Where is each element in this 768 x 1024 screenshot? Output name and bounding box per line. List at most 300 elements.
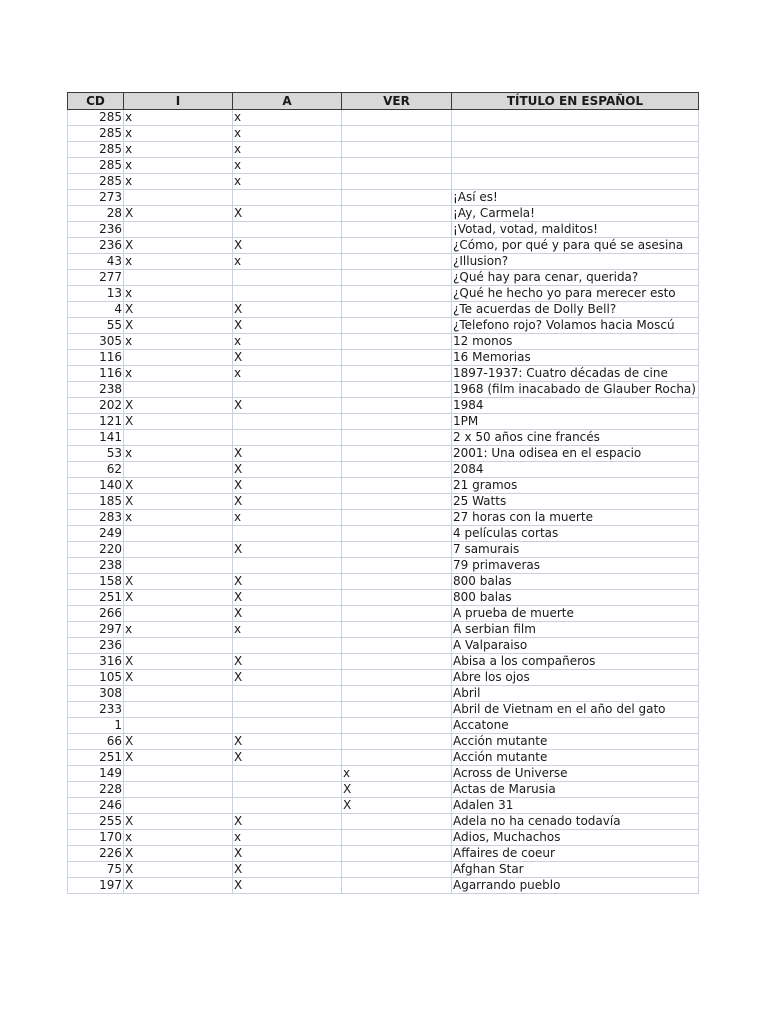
a-mark-cell bbox=[233, 638, 342, 654]
cd-cell: 43 bbox=[68, 254, 124, 270]
title-cell: ¡Ay, Carmela! bbox=[452, 206, 699, 222]
a-mark-cell: X bbox=[233, 750, 342, 766]
cd-cell: 53 bbox=[68, 446, 124, 462]
header-a: A bbox=[233, 93, 342, 110]
table-row bbox=[68, 334, 699, 350]
cd-cell: 316 bbox=[68, 654, 124, 670]
ver-mark-cell bbox=[342, 510, 452, 526]
ver-mark-cell bbox=[342, 190, 452, 206]
title-cell: 79 primaveras bbox=[452, 558, 699, 574]
table-row bbox=[68, 510, 699, 526]
table-row bbox=[68, 430, 699, 446]
table-row bbox=[68, 302, 699, 318]
cd-cell: 305 bbox=[68, 334, 124, 350]
title-cell: Adela no ha cenado todavía bbox=[452, 814, 699, 830]
table-row bbox=[68, 382, 699, 398]
i-mark-cell: X bbox=[124, 750, 233, 766]
title-cell: 2084 bbox=[452, 462, 699, 478]
a-mark-cell: x bbox=[233, 366, 342, 382]
i-mark-cell: X bbox=[124, 494, 233, 510]
table-row bbox=[68, 782, 699, 798]
title-cell: Accatone bbox=[452, 718, 699, 734]
i-mark-cell: X bbox=[124, 318, 233, 334]
ver-mark-cell: x bbox=[342, 766, 452, 782]
table-row bbox=[68, 798, 699, 814]
cd-cell: 251 bbox=[68, 590, 124, 606]
cd-cell: 1 bbox=[68, 718, 124, 734]
a-mark-cell: X bbox=[233, 590, 342, 606]
table-row bbox=[68, 734, 699, 750]
ver-mark-cell bbox=[342, 734, 452, 750]
i-mark-cell: X bbox=[124, 654, 233, 670]
a-mark-cell bbox=[233, 190, 342, 206]
a-mark-cell: X bbox=[233, 206, 342, 222]
title-cell: Agarrando pueblo bbox=[452, 878, 699, 894]
ver-mark-cell bbox=[342, 430, 452, 446]
table-row bbox=[68, 158, 699, 174]
ver-mark-cell bbox=[342, 334, 452, 350]
i-mark-cell: X bbox=[124, 670, 233, 686]
i-mark-cell bbox=[124, 606, 233, 622]
a-mark-cell: x bbox=[233, 510, 342, 526]
cd-cell: 236 bbox=[68, 638, 124, 654]
cd-cell: 277 bbox=[68, 270, 124, 286]
table-row bbox=[68, 558, 699, 574]
title-cell: A serbian film bbox=[452, 622, 699, 638]
ver-mark-cell bbox=[342, 606, 452, 622]
table-row bbox=[68, 142, 699, 158]
table-row bbox=[68, 478, 699, 494]
header-i: I bbox=[124, 93, 233, 110]
ver-mark-cell bbox=[342, 878, 452, 894]
i-mark-cell: x bbox=[124, 366, 233, 382]
a-mark-cell bbox=[233, 222, 342, 238]
title-cell: Abre los ojos bbox=[452, 670, 699, 686]
i-mark-cell bbox=[124, 766, 233, 782]
table-row bbox=[68, 126, 699, 142]
table-row bbox=[68, 606, 699, 622]
ver-mark-cell bbox=[342, 366, 452, 382]
cd-cell: 149 bbox=[68, 766, 124, 782]
table-body bbox=[68, 110, 699, 894]
table-row bbox=[68, 846, 699, 862]
ver-mark-cell bbox=[342, 158, 452, 174]
i-mark-cell: x bbox=[124, 510, 233, 526]
ver-mark-cell bbox=[342, 270, 452, 286]
i-mark-cell: x bbox=[124, 110, 233, 126]
a-mark-cell bbox=[233, 702, 342, 718]
a-mark-cell: x bbox=[233, 126, 342, 142]
cd-cell: 238 bbox=[68, 558, 124, 574]
ver-mark-cell bbox=[342, 174, 452, 190]
table-header bbox=[68, 93, 699, 110]
i-mark-cell: x bbox=[124, 142, 233, 158]
i-mark-cell: X bbox=[124, 302, 233, 318]
cd-cell: 238 bbox=[68, 382, 124, 398]
title-cell: 1968 (film inacabado de Glauber Rocha) bbox=[452, 382, 699, 398]
ver-mark-cell bbox=[342, 494, 452, 510]
i-mark-cell: X bbox=[124, 862, 233, 878]
cd-cell: 297 bbox=[68, 622, 124, 638]
i-mark-cell bbox=[124, 542, 233, 558]
a-mark-cell bbox=[233, 782, 342, 798]
cd-cell: 116 bbox=[68, 366, 124, 382]
header-row bbox=[68, 93, 699, 110]
i-mark-cell bbox=[124, 718, 233, 734]
i-mark-cell bbox=[124, 382, 233, 398]
a-mark-cell bbox=[233, 766, 342, 782]
table-row bbox=[68, 718, 699, 734]
a-mark-cell: X bbox=[233, 494, 342, 510]
ver-mark-cell bbox=[342, 398, 452, 414]
a-mark-cell: x bbox=[233, 158, 342, 174]
title-cell: Abril de Vietnam en el año del gato bbox=[452, 702, 699, 718]
ver-mark-cell bbox=[342, 110, 452, 126]
cd-cell: 249 bbox=[68, 526, 124, 542]
ver-mark-cell bbox=[342, 206, 452, 222]
title-cell: Across de Universe bbox=[452, 766, 699, 782]
ver-mark-cell bbox=[342, 414, 452, 430]
cd-cell: 185 bbox=[68, 494, 124, 510]
title-cell: Abisa a los compañeros bbox=[452, 654, 699, 670]
cd-cell: 197 bbox=[68, 878, 124, 894]
i-mark-cell: x bbox=[124, 174, 233, 190]
cd-cell: 13 bbox=[68, 286, 124, 302]
table-row bbox=[68, 862, 699, 878]
title-cell: A Valparaiso bbox=[452, 638, 699, 654]
header-title: TÍTULO EN ESPAÑOL bbox=[452, 93, 699, 110]
ver-mark-cell bbox=[342, 830, 452, 846]
i-mark-cell bbox=[124, 270, 233, 286]
table-row bbox=[68, 574, 699, 590]
a-mark-cell: X bbox=[233, 446, 342, 462]
table-row bbox=[68, 350, 699, 366]
cd-cell: 285 bbox=[68, 174, 124, 190]
i-mark-cell: X bbox=[124, 414, 233, 430]
cd-cell: 202 bbox=[68, 398, 124, 414]
title-cell bbox=[452, 110, 699, 126]
a-mark-cell: X bbox=[233, 878, 342, 894]
ver-mark-cell bbox=[342, 654, 452, 670]
table-row bbox=[68, 190, 699, 206]
title-cell: 12 monos bbox=[452, 334, 699, 350]
a-mark-cell: X bbox=[233, 846, 342, 862]
table-row bbox=[68, 462, 699, 478]
ver-mark-cell bbox=[342, 526, 452, 542]
i-mark-cell bbox=[124, 190, 233, 206]
i-mark-cell: X bbox=[124, 238, 233, 254]
a-mark-cell: X bbox=[233, 350, 342, 366]
table-row bbox=[68, 174, 699, 190]
cd-cell: 251 bbox=[68, 750, 124, 766]
i-mark-cell bbox=[124, 558, 233, 574]
a-mark-cell: X bbox=[233, 238, 342, 254]
table-row bbox=[68, 254, 699, 270]
a-mark-cell bbox=[233, 270, 342, 286]
i-mark-cell: x bbox=[124, 446, 233, 462]
a-mark-cell bbox=[233, 526, 342, 542]
cd-cell: 308 bbox=[68, 686, 124, 702]
title-cell: Acción mutante bbox=[452, 734, 699, 750]
title-cell: 7 samurais bbox=[452, 542, 699, 558]
title-cell: ¿Cómo, por qué y para qué se asesina bbox=[452, 238, 699, 254]
a-mark-cell: X bbox=[233, 542, 342, 558]
a-mark-cell bbox=[233, 414, 342, 430]
i-mark-cell bbox=[124, 782, 233, 798]
a-mark-cell: x bbox=[233, 254, 342, 270]
cd-cell: 220 bbox=[68, 542, 124, 558]
a-mark-cell: X bbox=[233, 462, 342, 478]
cd-cell: 228 bbox=[68, 782, 124, 798]
ver-mark-cell bbox=[342, 350, 452, 366]
title-cell: Acción mutante bbox=[452, 750, 699, 766]
cd-cell: 55 bbox=[68, 318, 124, 334]
i-mark-cell bbox=[124, 686, 233, 702]
title-cell: 800 balas bbox=[452, 574, 699, 590]
ver-mark-cell bbox=[342, 622, 452, 638]
title-cell: ¿Qué hay para cenar, querida? bbox=[452, 270, 699, 286]
ver-mark-cell: X bbox=[342, 798, 452, 814]
title-cell bbox=[452, 142, 699, 158]
table-row bbox=[68, 590, 699, 606]
a-mark-cell: x bbox=[233, 142, 342, 158]
title-cell: 800 balas bbox=[452, 590, 699, 606]
ver-mark-cell bbox=[342, 382, 452, 398]
cd-cell: 121 bbox=[68, 414, 124, 430]
a-mark-cell: x bbox=[233, 334, 342, 350]
i-mark-cell: X bbox=[124, 590, 233, 606]
cd-cell: 4 bbox=[68, 302, 124, 318]
table-row bbox=[68, 446, 699, 462]
cd-cell: 246 bbox=[68, 798, 124, 814]
a-mark-cell: X bbox=[233, 302, 342, 318]
ver-mark-cell bbox=[342, 590, 452, 606]
table-row bbox=[68, 878, 699, 894]
i-mark-cell: x bbox=[124, 334, 233, 350]
cd-cell: 116 bbox=[68, 350, 124, 366]
ver-mark-cell bbox=[342, 862, 452, 878]
table-row bbox=[68, 766, 699, 782]
cd-cell: 236 bbox=[68, 238, 124, 254]
ver-mark-cell bbox=[342, 846, 452, 862]
ver-mark-cell bbox=[342, 286, 452, 302]
ver-mark-cell bbox=[342, 558, 452, 574]
a-mark-cell: X bbox=[233, 670, 342, 686]
table-row bbox=[68, 206, 699, 222]
table-row bbox=[68, 494, 699, 510]
cd-cell: 226 bbox=[68, 846, 124, 862]
table-row bbox=[68, 542, 699, 558]
ver-mark-cell: X bbox=[342, 782, 452, 798]
table-row bbox=[68, 110, 699, 126]
ver-mark-cell bbox=[342, 318, 452, 334]
a-mark-cell bbox=[233, 430, 342, 446]
cd-cell: 140 bbox=[68, 478, 124, 494]
ver-mark-cell bbox=[342, 542, 452, 558]
ver-mark-cell bbox=[342, 638, 452, 654]
title-cell bbox=[452, 126, 699, 142]
i-mark-cell bbox=[124, 350, 233, 366]
i-mark-cell bbox=[124, 638, 233, 654]
a-mark-cell: X bbox=[233, 574, 342, 590]
title-cell: ¡Votad, votad, malditos! bbox=[452, 222, 699, 238]
ver-mark-cell bbox=[342, 814, 452, 830]
table-row bbox=[68, 238, 699, 254]
table-row bbox=[68, 318, 699, 334]
table-row bbox=[68, 526, 699, 542]
a-mark-cell: X bbox=[233, 398, 342, 414]
cd-cell: 28 bbox=[68, 206, 124, 222]
a-mark-cell bbox=[233, 718, 342, 734]
i-mark-cell: X bbox=[124, 814, 233, 830]
title-cell: 2 x 50 años cine francés bbox=[452, 430, 699, 446]
i-mark-cell: X bbox=[124, 878, 233, 894]
title-cell: ¿Te acuerdas de Dolly Bell? bbox=[452, 302, 699, 318]
ver-mark-cell bbox=[342, 718, 452, 734]
spreadsheet-table bbox=[67, 92, 699, 894]
i-mark-cell bbox=[124, 222, 233, 238]
i-mark-cell: X bbox=[124, 846, 233, 862]
title-cell: Affaires de coeur bbox=[452, 846, 699, 862]
table-row bbox=[68, 814, 699, 830]
cd-cell: 233 bbox=[68, 702, 124, 718]
title-cell: 27 horas con la muerte bbox=[452, 510, 699, 526]
cd-cell: 285 bbox=[68, 142, 124, 158]
cd-cell: 158 bbox=[68, 574, 124, 590]
ver-mark-cell bbox=[342, 126, 452, 142]
title-cell: Afghan Star bbox=[452, 862, 699, 878]
ver-mark-cell bbox=[342, 446, 452, 462]
table-row bbox=[68, 270, 699, 286]
ver-mark-cell bbox=[342, 254, 452, 270]
cd-cell: 266 bbox=[68, 606, 124, 622]
i-mark-cell: x bbox=[124, 830, 233, 846]
i-mark-cell: X bbox=[124, 206, 233, 222]
table-row bbox=[68, 366, 699, 382]
i-mark-cell: x bbox=[124, 126, 233, 142]
ver-mark-cell bbox=[342, 574, 452, 590]
a-mark-cell: X bbox=[233, 814, 342, 830]
title-cell: 21 gramos bbox=[452, 478, 699, 494]
i-mark-cell: X bbox=[124, 574, 233, 590]
cd-cell: 170 bbox=[68, 830, 124, 846]
header-cd: CD bbox=[68, 93, 124, 110]
ver-mark-cell bbox=[342, 478, 452, 494]
i-mark-cell bbox=[124, 526, 233, 542]
ver-mark-cell bbox=[342, 750, 452, 766]
cd-cell: 75 bbox=[68, 862, 124, 878]
ver-mark-cell bbox=[342, 302, 452, 318]
a-mark-cell bbox=[233, 686, 342, 702]
title-cell: Abril bbox=[452, 686, 699, 702]
table-row bbox=[68, 830, 699, 846]
a-mark-cell: X bbox=[233, 478, 342, 494]
i-mark-cell bbox=[124, 430, 233, 446]
cd-cell: 285 bbox=[68, 126, 124, 142]
table-row bbox=[68, 638, 699, 654]
i-mark-cell: X bbox=[124, 478, 233, 494]
cd-cell: 66 bbox=[68, 734, 124, 750]
table-row bbox=[68, 222, 699, 238]
header-ver: VER bbox=[342, 93, 452, 110]
i-mark-cell: x bbox=[124, 622, 233, 638]
cd-cell: 141 bbox=[68, 430, 124, 446]
title-cell: 1984 bbox=[452, 398, 699, 414]
table-row bbox=[68, 622, 699, 638]
a-mark-cell bbox=[233, 286, 342, 302]
title-cell: ¡Así es! bbox=[452, 190, 699, 206]
a-mark-cell bbox=[233, 558, 342, 574]
ver-mark-cell bbox=[342, 222, 452, 238]
title-cell: Actas de Marusia bbox=[452, 782, 699, 798]
cd-cell: 285 bbox=[68, 110, 124, 126]
i-mark-cell: x bbox=[124, 286, 233, 302]
title-cell: 16 Memorias bbox=[452, 350, 699, 366]
ver-mark-cell bbox=[342, 238, 452, 254]
a-mark-cell: x bbox=[233, 830, 342, 846]
i-mark-cell bbox=[124, 462, 233, 478]
i-mark-cell: x bbox=[124, 254, 233, 270]
title-cell: ¿Illusion? bbox=[452, 254, 699, 270]
i-mark-cell bbox=[124, 798, 233, 814]
cd-cell: 255 bbox=[68, 814, 124, 830]
a-mark-cell: X bbox=[233, 606, 342, 622]
title-cell: A prueba de muerte bbox=[452, 606, 699, 622]
a-mark-cell: x bbox=[233, 174, 342, 190]
cd-cell: 283 bbox=[68, 510, 124, 526]
ver-mark-cell bbox=[342, 462, 452, 478]
title-cell: ¿Qué he hecho yo para merecer esto bbox=[452, 286, 699, 302]
table-row bbox=[68, 702, 699, 718]
table-row bbox=[68, 670, 699, 686]
table-row bbox=[68, 414, 699, 430]
title-cell: 1897-1937: Cuatro décadas de cine bbox=[452, 366, 699, 382]
table-row bbox=[68, 750, 699, 766]
table-row bbox=[68, 654, 699, 670]
title-cell: ¿Telefono rojo? Volamos hacia Moscú bbox=[452, 318, 699, 334]
ver-mark-cell bbox=[342, 686, 452, 702]
title-cell: Adios, Muchachos bbox=[452, 830, 699, 846]
table-row bbox=[68, 686, 699, 702]
title-cell: 4 películas cortas bbox=[452, 526, 699, 542]
a-mark-cell bbox=[233, 382, 342, 398]
i-mark-cell: x bbox=[124, 158, 233, 174]
title-cell bbox=[452, 174, 699, 190]
title-cell: 1PM bbox=[452, 414, 699, 430]
cd-cell: 285 bbox=[68, 158, 124, 174]
a-mark-cell: x bbox=[233, 622, 342, 638]
title-cell bbox=[452, 158, 699, 174]
a-mark-cell: X bbox=[233, 734, 342, 750]
cd-cell: 105 bbox=[68, 670, 124, 686]
a-mark-cell: X bbox=[233, 654, 342, 670]
title-cell: 25 Watts bbox=[452, 494, 699, 510]
ver-mark-cell bbox=[342, 702, 452, 718]
i-mark-cell: X bbox=[124, 398, 233, 414]
a-mark-cell: X bbox=[233, 318, 342, 334]
table-row bbox=[68, 286, 699, 302]
i-mark-cell: X bbox=[124, 734, 233, 750]
cd-cell: 273 bbox=[68, 190, 124, 206]
cd-cell: 62 bbox=[68, 462, 124, 478]
table-row bbox=[68, 398, 699, 414]
a-mark-cell bbox=[233, 798, 342, 814]
ver-mark-cell bbox=[342, 142, 452, 158]
cd-cell: 236 bbox=[68, 222, 124, 238]
a-mark-cell: x bbox=[233, 110, 342, 126]
title-cell: Adalen 31 bbox=[452, 798, 699, 814]
title-cell: 2001: Una odisea en el espacio bbox=[452, 446, 699, 462]
